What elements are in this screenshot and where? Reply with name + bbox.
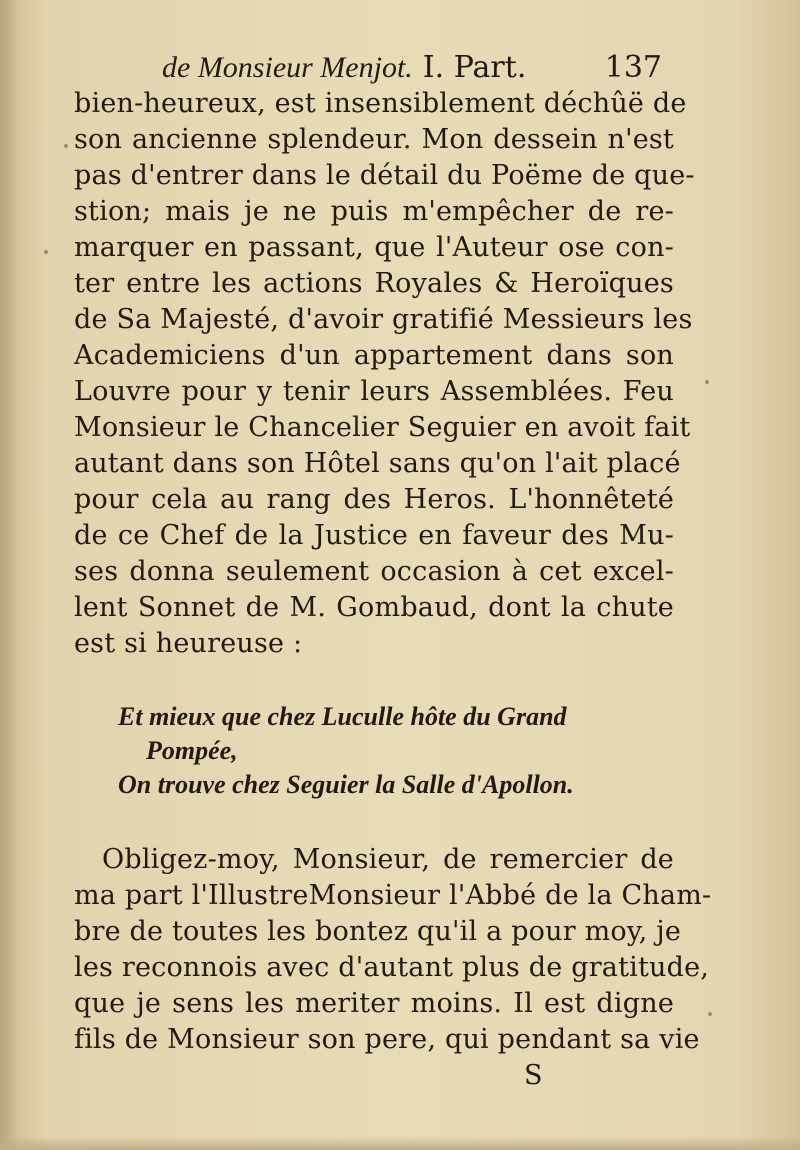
paragraph-1 [74, 86, 695, 662]
verse-line: On trouve chez Seguier la Salle d'Apollon. [118, 770, 574, 799]
page-number: 137 [604, 50, 662, 85]
paragraph-2 [74, 842, 712, 1058]
ink-speck [64, 144, 68, 148]
ink-speck [44, 250, 48, 254]
text-line: son ancienne splendeur. Mon dessein n'est [74, 124, 674, 155]
text-line: de ce Chef de la Justice en faveur des Mu- [74, 520, 674, 551]
verse-line: Pompée, [146, 736, 238, 765]
running-title: de Monsieur Menjot. [162, 51, 413, 84]
verse-line: Et mieux que chez Luculle hôte du Grand [118, 702, 567, 731]
text-line: est si heureuse : [74, 628, 303, 659]
page-bottom-shadow [0, 1136, 800, 1150]
text-line: bien-heureux, est insensiblement déchûë de [74, 88, 687, 119]
text-line: autant dans son Hôtel sans qu'on l'ait placé [74, 448, 681, 479]
catchword: S [524, 1060, 543, 1091]
text-line: Academiciens d'un appartement dans son [74, 340, 674, 371]
text-line: les reconnois avec d'autant plus de gratitude, [74, 952, 710, 983]
text-line: marquer en passant, que l'Auteur ose con- [74, 232, 674, 263]
text-line: pas d'entrer dans le détail du Poëme de que- [74, 160, 695, 191]
text-line: ma part l'IllustreMonsieur l'Abbé de la Cham- [74, 880, 712, 911]
text-line: bre de toutes les bontez qu'il a pour moy, je [74, 916, 682, 947]
text-line: Monsieur le Chancelier Seguier en avoit fait [74, 412, 691, 443]
text-line: fils de Monsieur son pere, qui pendant sa vie [74, 1024, 700, 1055]
text-line: de Sa Majesté, d'avoir gratifié Messieurs les [74, 304, 693, 335]
text-line: Obligez-moy, Monsieur, de remercier de [102, 844, 674, 875]
text-line: pour cela au rang des Heros. L'honnêteté [74, 484, 674, 515]
ink-speck [708, 1012, 712, 1016]
page-edge-shadow [0, 0, 18, 1150]
ink-speck [705, 380, 709, 384]
text-line: stion; mais je ne puis m'empêcher de re- [74, 196, 674, 227]
text-line: ses donna seulement occasion à cet excel- [74, 556, 674, 587]
text-line: que je sens les meriter moins. Il est digne [74, 988, 674, 1019]
text-line: lent Sonnet de M. Gombaud, dont la chute [74, 592, 674, 623]
text-line: Louvre pour y tenir leurs Assemblées. Feu [74, 376, 674, 407]
quoted-verse [118, 700, 678, 802]
text-line: ter entre les actions Royales & Heroïques [74, 268, 674, 299]
part-label: I. Part. [422, 50, 527, 85]
